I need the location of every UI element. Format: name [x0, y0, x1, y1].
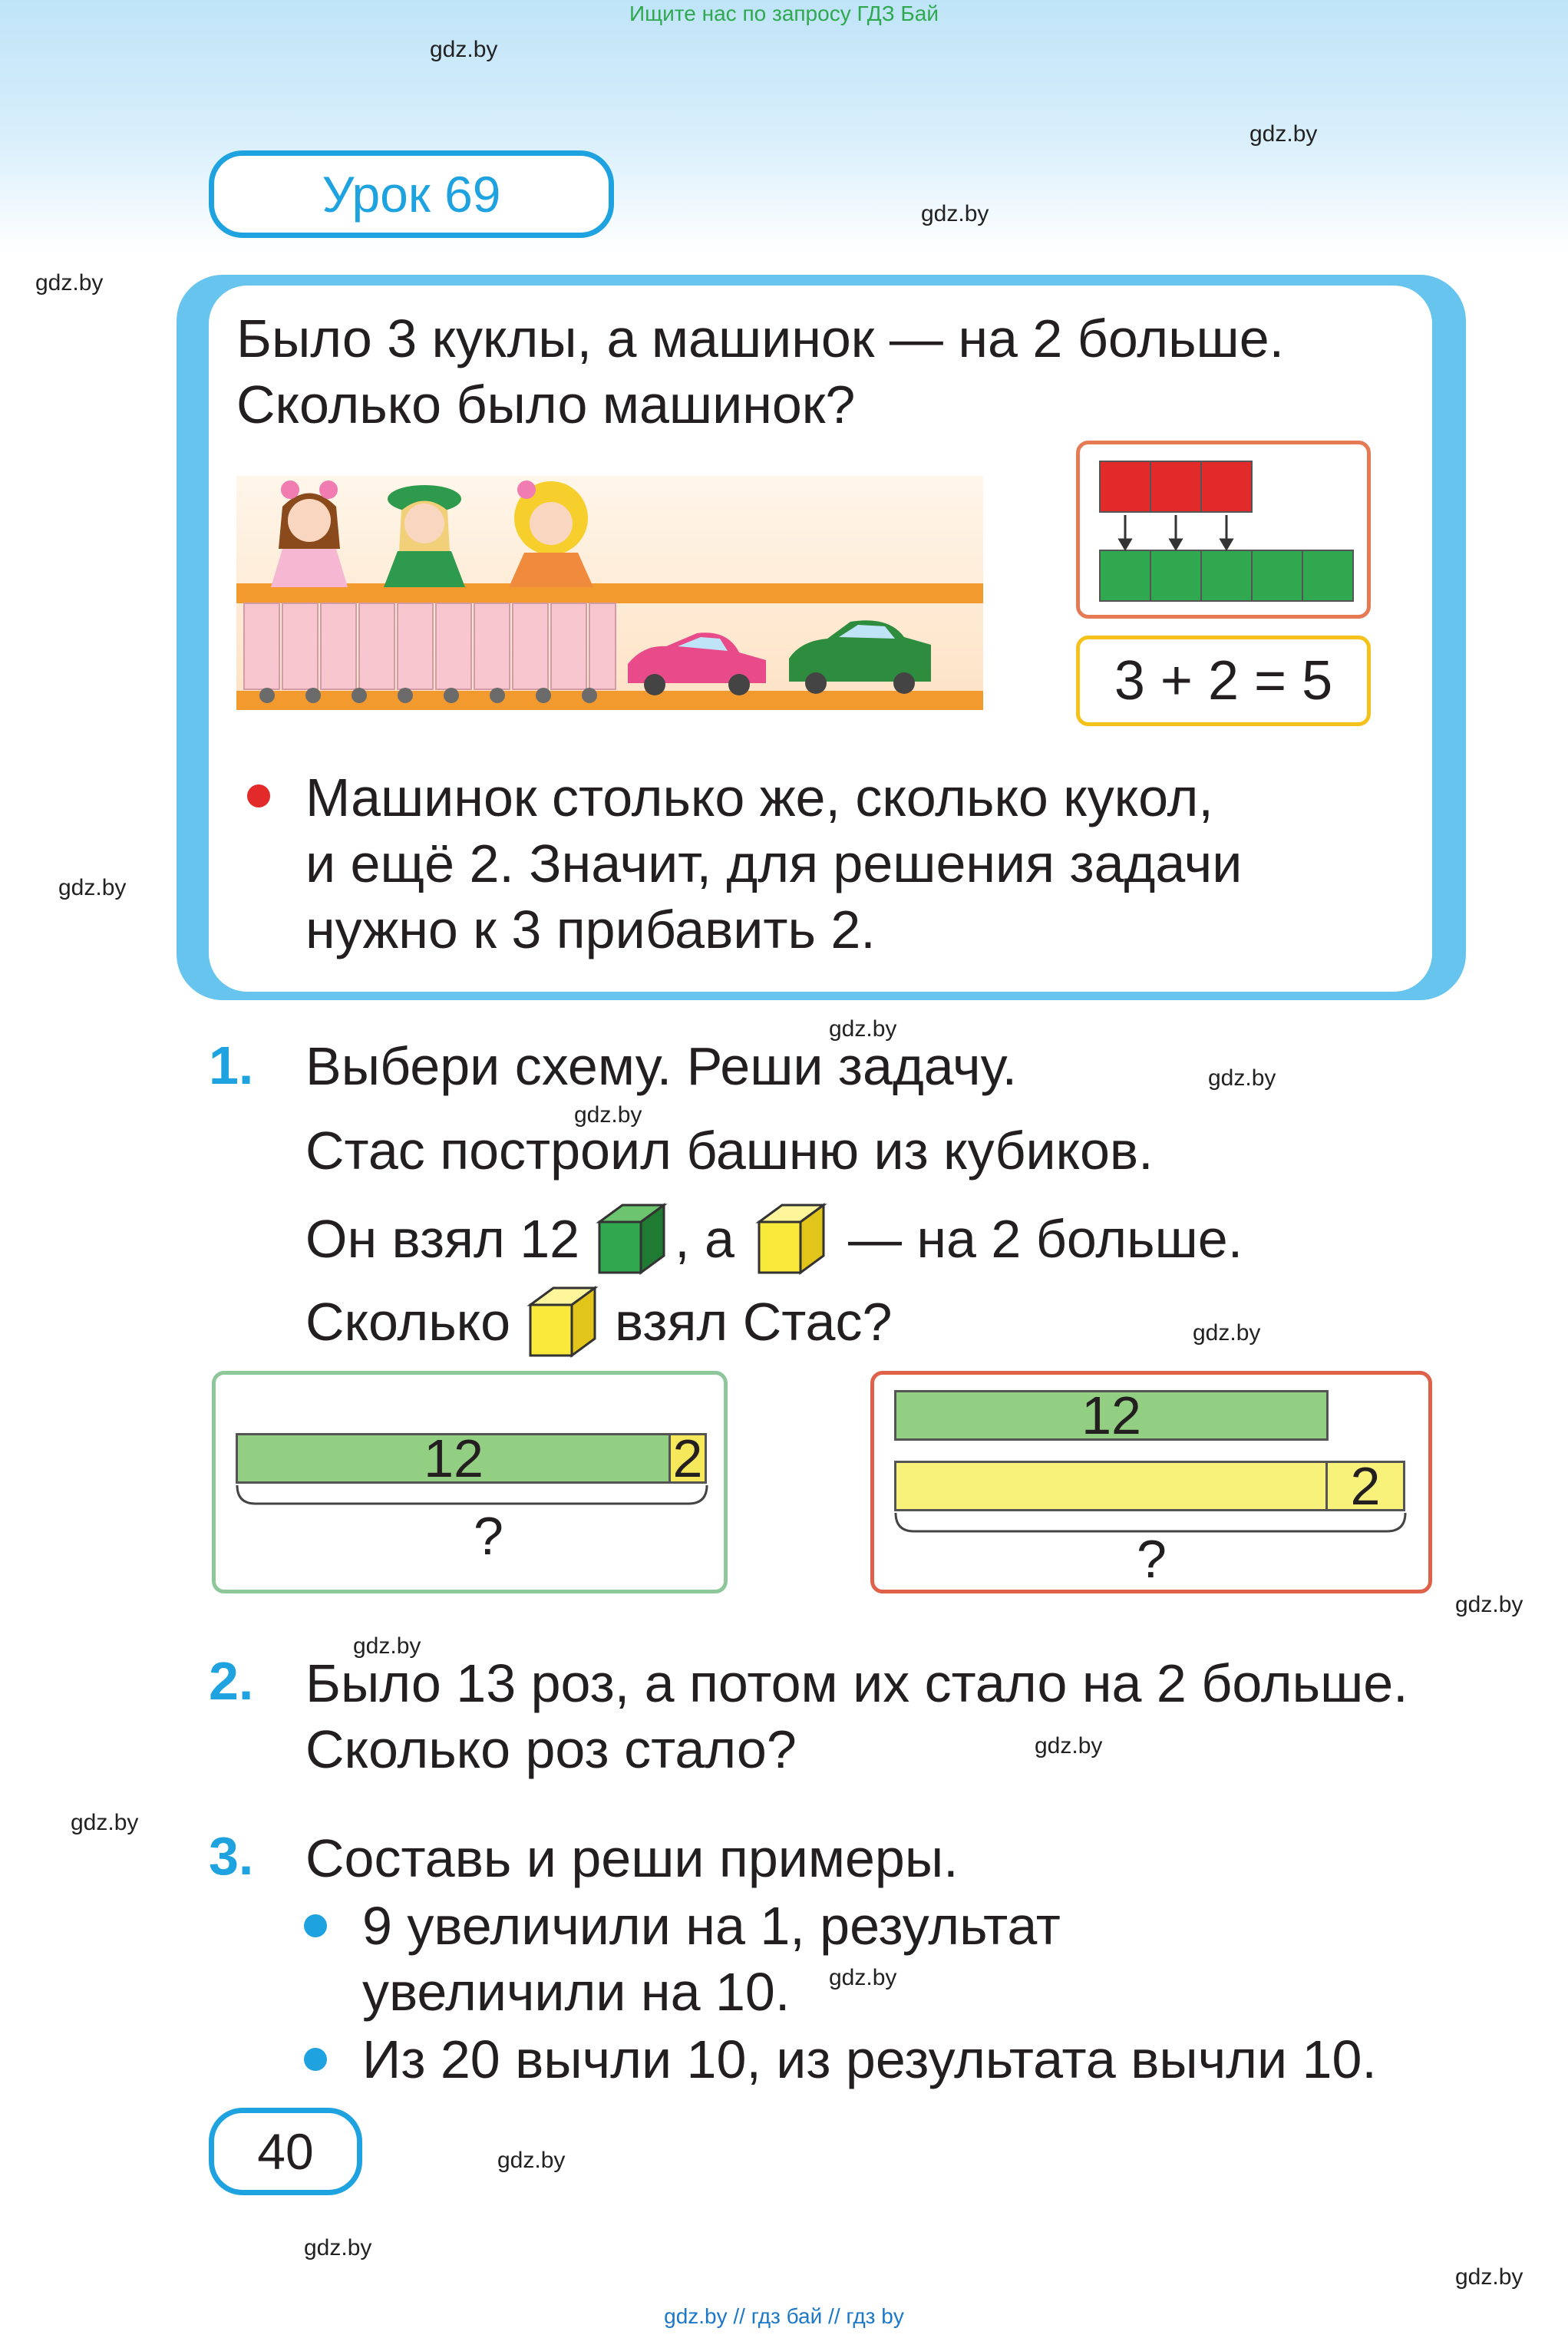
dolls-and-cars-illustration: [236, 476, 983, 710]
task1-line4: [305, 1282, 892, 1362]
watermark: gdz.by: [574, 1102, 642, 1128]
green-car: [789, 620, 931, 694]
example-problem-line1: Было 3 куклы, а машинок — на 2 больше.: [236, 309, 1285, 368]
watermark: gdz.by: [1193, 1320, 1261, 1346]
scheme-left-brace: [236, 1484, 708, 1514]
task3-item2: Из 20 вычли 10, из результата вычли 10.: [362, 2029, 1377, 2089]
pink-car: [628, 632, 766, 695]
example-explanation-line1: Машинок столько же, сколько кукол,: [305, 768, 1213, 827]
yellow-cube-icon: [524, 1282, 601, 1362]
task1-line3-c: — на 2 больше.: [847, 1209, 1243, 1269]
example-explanation-line3: нужно к 3 прибавить 2.: [305, 900, 876, 959]
watermark: gdz.by: [1249, 121, 1318, 147]
shelf-scene-drawing: [236, 476, 983, 710]
footer-links[interactable]: gdz.by // гдз бай // гдз by: [664, 2304, 904, 2328]
task2-number: 2.: [209, 1651, 254, 1711]
watermark: gdz.by: [430, 37, 498, 62]
watermark: gdz.by: [58, 875, 127, 900]
watermark: gdz.by: [1035, 1733, 1103, 1758]
scheme-right-top-bar: 12: [894, 1390, 1329, 1441]
task2-line2: Сколько роз стало?: [305, 1719, 797, 1779]
task1-line3: [305, 1199, 1243, 1279]
watermark: gdz.by: [829, 1016, 897, 1042]
example-scheme: [1076, 441, 1371, 619]
scheme-right[interactable]: [870, 1371, 1432, 1593]
example-problem-line2: Сколько было машинок?: [236, 375, 856, 434]
task3-title: Составь и реши примеры.: [305, 1828, 959, 1888]
task2-line1: Было 13 роз, а потом их стало на 2 больше.: [305, 1653, 1408, 1713]
green-cube-icon: [593, 1199, 670, 1279]
scheme-left-question: ?: [474, 1506, 503, 1566]
task3-item1-line1: 9 увеличили на 1, результат: [362, 1896, 1061, 1956]
doll-green: [384, 485, 465, 587]
scheme-left-extra-bar: 2: [668, 1433, 707, 1484]
task1-line4-a: Сколько: [305, 1292, 511, 1352]
watermark: gdz.by: [497, 2148, 566, 2173]
top-note: Ищите нас по запросу ГДЗ Бай: [629, 2, 939, 25]
task1-line2: Стас построил башню из кубиков.: [305, 1121, 1154, 1181]
watermark: gdz.by: [1455, 2264, 1523, 2290]
watermark: gdz.by: [921, 201, 989, 226]
task3-item1-line2: увеличили на 10.: [362, 1962, 791, 2022]
watermark: gdz.by: [1208, 1065, 1276, 1091]
task3-number: 3.: [209, 1826, 254, 1886]
example-equation: 3 + 2 = 5: [1076, 636, 1371, 726]
down-arrow-icon: [1120, 515, 1232, 549]
watermark: gdz.by: [71, 1810, 139, 1835]
doll-pink: [271, 480, 348, 587]
page-number: 40: [209, 2108, 362, 2195]
scheme-right-extra-bar: 2: [1325, 1461, 1405, 1511]
lesson-title: Урок 69: [209, 150, 614, 238]
scheme-left[interactable]: [212, 1371, 728, 1593]
watermark: gdz.by: [353, 1633, 421, 1659]
scheme-right-question: ?: [1137, 1529, 1167, 1589]
doll-orange: [509, 480, 593, 587]
task1-line1: Выбери схему. Реши задачу.: [305, 1036, 1018, 1096]
task1-line3-a: Он взял 12: [305, 1209, 580, 1269]
task1-number: 1.: [209, 1035, 254, 1095]
scheme-right-bottom-bar: [894, 1461, 1329, 1511]
task1-line4-b: взял Стас?: [615, 1292, 893, 1352]
watermark: gdz.by: [35, 270, 104, 296]
example-scheme-drawing: [1080, 444, 1367, 615]
red-bullet-icon: [247, 784, 270, 807]
watermark: gdz.by: [829, 1965, 897, 1990]
watermark: gdz.by: [304, 2235, 372, 2260]
example-explanation-line2: и ещё 2. Значит, для решения задачи: [305, 834, 1243, 893]
scheme-left-main-bar: 12: [236, 1433, 672, 1484]
blue-bullet-icon: [304, 1914, 327, 1937]
yellow-cube-icon: [753, 1199, 830, 1279]
watermark: gdz.by: [1455, 1592, 1523, 1617]
task1-line3-b: , а: [675, 1209, 734, 1269]
blue-bullet-icon: [304, 2048, 327, 2071]
